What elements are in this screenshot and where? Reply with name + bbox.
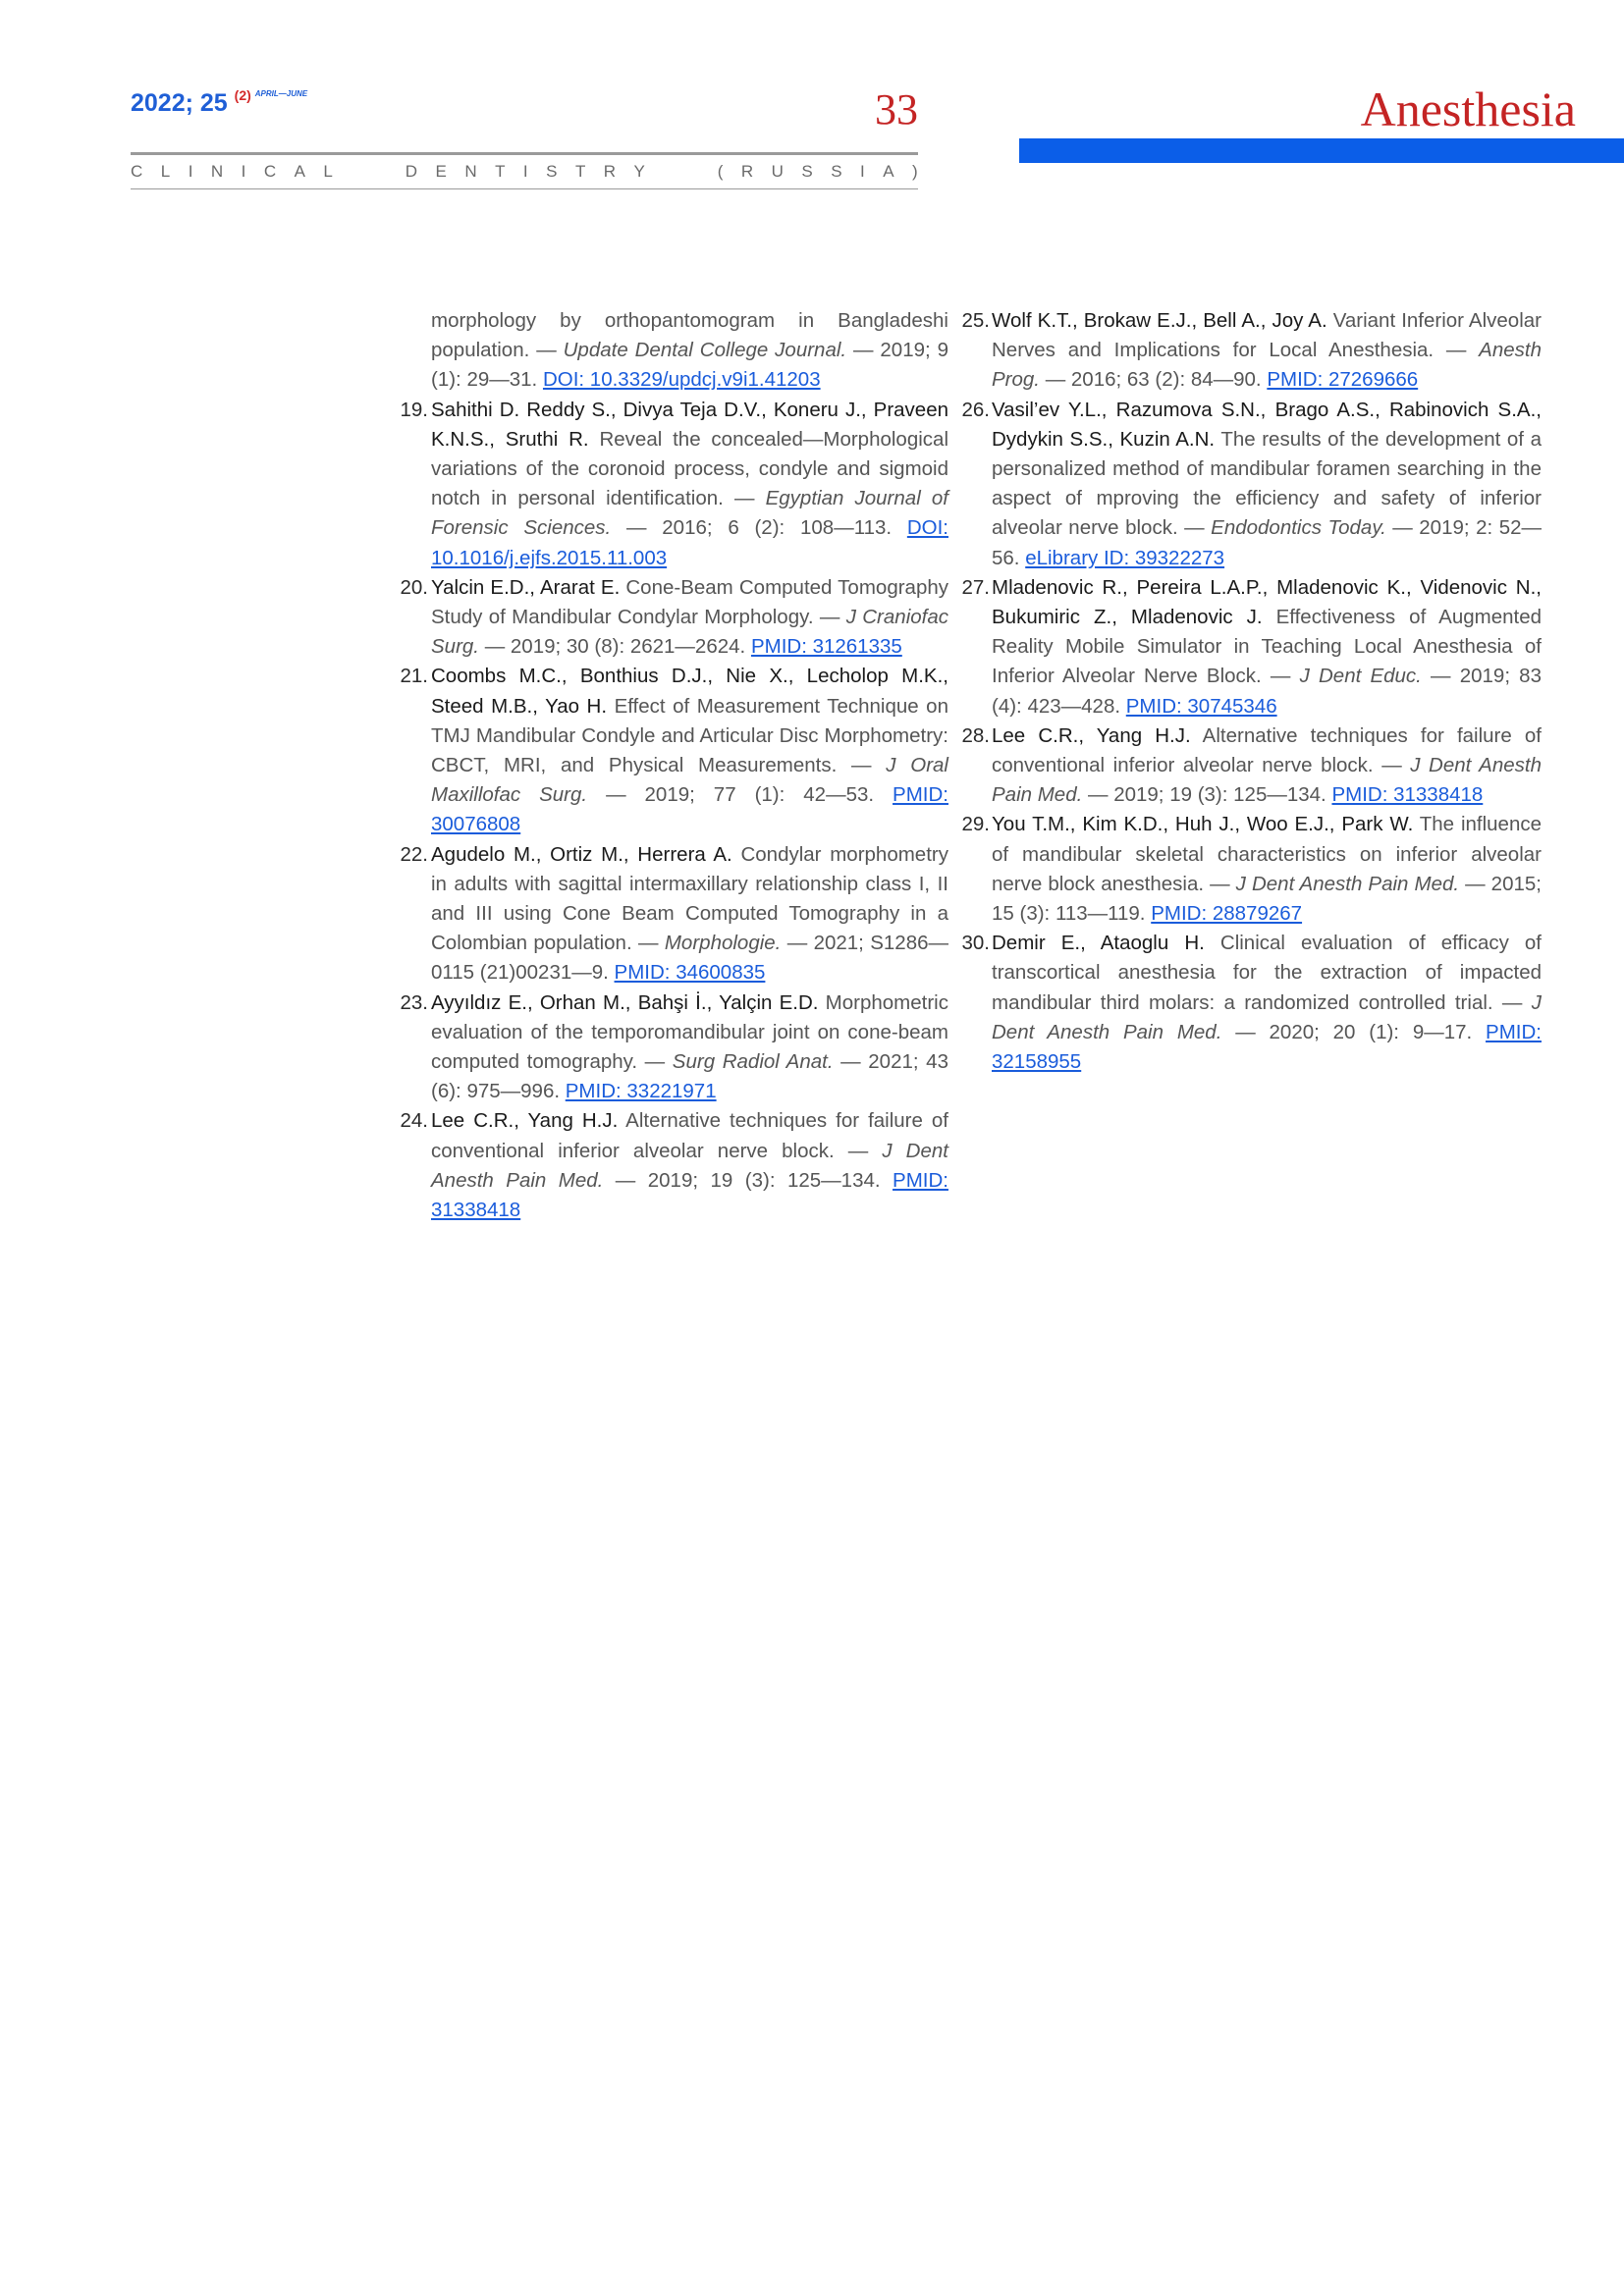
reference-journal: J Oral Maxillofac Surg. [431,754,948,807]
reference-number: 20. [400,575,428,599]
reference-journal: J Dent Anesth Pain Med. [1235,872,1460,895]
reference-link[interactable]: PMID: 31261335 [750,635,902,659]
section-accent-bar [1019,138,1624,163]
reference-details: — 2019; 19 (3): 125—134. [1082,783,1332,807]
references-right-column [961,306,1543,1077]
reference-journal: J Craniofac Surg. [431,606,948,659]
journal-letter: C [131,162,143,181]
left-reference-list [400,396,949,1226]
reference-item [400,840,949,988]
reference-title: Morphometric evaluation of the temporomandibular joint on cone-beam computed tomography. — [431,990,948,1074]
issue-number: (2) [234,87,251,103]
journal-letter: A [294,162,305,181]
reference-title: Variant Inferior Alveolar Nerves and Implications for Local Anesthesia. — [992,309,1542,362]
header-rule-top [131,152,918,155]
journal-letter: S [831,162,842,181]
reference-authors: Coombs M.C., Bonthius D.J., Nie X., Lecholop M.K., Steed M.B., Yao H. [431,665,948,718]
reference-title: Reveal the concealed—Morphological variations of the coronoid process, condyle and sigmoid notch in personal identification. — [431,427,948,510]
journal-letter: S [546,162,558,181]
header-rule-bottom [131,188,918,189]
reference-link[interactable]: eLibrary ID: 39322273 [1025,546,1225,569]
reference-link[interactable]: PMID: 30745346 [1125,694,1277,718]
references-left-column [400,306,949,1225]
reference-details: — 2019; 77 (1): 42—53. [587,783,893,807]
journal-letter: R [603,162,617,181]
reference-item [400,988,948,1107]
journal-letter: N [210,162,224,181]
reference-item [961,929,1542,1077]
reference-title: Effect of Measurement Technique on TMJ Mandibular Condyle and Articular Disc Morphometry: CBCT, MRI, and Physical Measurements. — [431,694,948,777]
issue-label [131,89,307,118]
reference-authors: Mladenovic R., Pereira L.A.P., Mladenovic K., Videnovic N., Bukumiric Z., Mladenovic J. [992,575,1542,629]
reference-journal: J Dent Anesth Pain Med. [992,754,1542,807]
reference-title: Effectiveness of Augmented Reality Mobile Simulator in Teaching Local Anesthesia of Inferior Alveolar Nerve Block. — [992,606,1543,688]
reference-authors: Agudelo M., Ortiz M., Herrera A. [431,842,732,866]
reference-link[interactable]: PMID: 33221971 [565,1080,717,1103]
reference-title: The influence of mandibular skeletal characteristics on inferior alveolar nerve block anesthesia. — [992,813,1542,895]
journal-letter: A [883,162,894,181]
journal-letter: I [241,162,246,181]
reference-number: 30. [961,932,990,955]
reference-link[interactable]: DOI: 10.1016/j.ejfs.2015.11.003 [431,516,948,569]
reference-item [961,721,1542,811]
journal-letter: N [464,162,477,181]
section-title: Anesthesia [1360,81,1576,136]
reference-title: Alternative techniques for failure of conventional inferior alveolar nerve block. — [431,1109,948,1162]
reference-text: morphology by orthopantomogram in Bangladeshi population. — [431,309,948,362]
journal-letter: I [860,162,865,181]
reference-journal: Anesth Prog. [992,339,1542,392]
reference-journal: Update Dental College Journal. [563,339,847,362]
reference-link[interactable]: PMID: 31338418 [1331,783,1484,807]
reference-link[interactable]: PMID: 31338418 [431,1168,948,1222]
reference-item [400,662,948,839]
reference-journal: Endodontics Today. [1211,516,1386,540]
reference-number: 26. [961,398,990,421]
reference-details: — 2015; 15 (3): 113—119. [992,872,1542,926]
reference-title: The results of the development of a personalized method of mandibular foramen searching in the aspect of mproving the efficiency and safety of inferior alveolar nerve block. — [992,427,1542,540]
reference-number: 24. [400,1109,428,1133]
issue-months: APRIL—JUNE [254,89,308,98]
reference-authors: Lee C.R., Yang H.J. [431,1109,619,1133]
reference-item [961,573,1543,721]
reference-journal: Morphologie. [664,932,782,955]
journal-letter: ) [912,162,918,181]
reference-number: 21. [400,665,428,688]
reference-details: — 2019; 19 (3): 125—134. [603,1168,893,1192]
reference-authors: Yalcin E.D., Ararat E. [431,575,621,599]
journal-letter: I [188,162,193,181]
reference-details: — 2019; 2: 52—56. [992,516,1542,569]
reference-authors: You T.M., Kim K.D., Huh J., Woo E.J., Park W. [992,813,1414,836]
reference-number: 25. [961,309,990,332]
reference-title: Clinical evaluation of efficacy of transcortical anesthesia for the extraction of impacted mandibular third molars: a randomized controlled trial. — [992,932,1542,1014]
journal-letter: S [801,162,813,181]
reference-authors: Sahithi D. Reddy S., Divya Teja D.V., Koneru J., Praveen K.N.S., Sruthi R. [431,398,948,451]
reference-details: — 2021; S1286—0115 (21)00231—9. [431,932,949,985]
reference-journal: J Dent Educ. [1299,665,1422,688]
reference-title: Alternative techniques for failure of conventional inferior alveolar nerve block. — [992,723,1542,777]
journal-letter: Y [633,162,645,181]
reference-details: — 2019; 83 (4): 423—428. [992,665,1542,718]
reference-number: 23. [400,990,428,1014]
reference-link[interactable]: PMID: 32158955 [992,1020,1542,1074]
reference-item [961,306,1542,396]
reference-number: 19. [400,398,428,421]
journal-letter: D [405,162,418,181]
reference-authors: Wolf K.T., Brokaw E.J., Bell A., Joy A. [992,309,1327,332]
reference-item [961,810,1542,929]
reference-title: Condylar morphometry in adults with sagittal intermaxillary relationship class I, II and III using Cone Beam Computed Tomography in a Colombian population. — [431,842,948,955]
reference-journal: Surg Radiol Anat. [672,1050,834,1074]
issue-year-volume: 2022; 25 [131,89,228,117]
reference-number: 29. [961,813,990,836]
reference-number: 28. [961,723,990,747]
reference-title: Cone-Beam Computed Tomography Study of Mandibular Condylar Morphology. — [431,575,948,629]
reference-continuation [431,306,948,396]
journal-letter: L [160,162,171,181]
reference-link[interactable]: DOI: 10.3329/updcj.v9i1.41203 [542,368,821,392]
reference-authors: Ayyıldız E., Orhan M., Bahşi İ., Yalçin E.D. [431,990,819,1014]
reference-authors: Vasil’ev Y.L., Razumova S.N., Brago A.S., Rabinovich S.A., Dydykin S.S., Kuzin A.N. [992,398,1542,451]
reference-number: 27. [961,575,990,599]
reference-link[interactable]: PMID: 28879267 [1151,902,1303,926]
reference-details: — 2019; 30 (8): 2621—2624. [479,635,751,659]
journal-letter: I [522,162,528,181]
reference-item [400,1106,948,1225]
reference-link[interactable]: PMID: 30076808 [431,783,948,836]
reference-authors: Lee C.R., Yang H.J. [992,723,1191,747]
reference-journal: J Dent Anesth Pain Med. [431,1139,948,1192]
reference-link[interactable]: PMID: 34600835 [614,961,766,985]
reference-details: — 2016; 63 (2): 84—90. [1040,368,1268,392]
reference-details: — 2019; 9 (1): 29—31. [431,339,948,392]
journal-letter: E [435,162,447,181]
journal-letter: T [495,162,506,181]
journal-name [131,160,918,184]
journal-letter: C [263,162,277,181]
right-reference-list [961,306,1543,1077]
reference-item [961,396,1542,573]
reference-details: — 2016; 6 (2): 108—113. [611,516,907,540]
reference-authors: Demir E., Ataoglu H. [992,932,1205,955]
reference-journal: Egyptian Journal of Forensic Sciences. [431,487,948,540]
journal-letter: ( [717,162,724,181]
reference-link[interactable]: PMID: 27269666 [1267,368,1419,392]
reference-item [400,396,948,573]
reference-details: — 2021; 43 (6): 975—996. [431,1050,948,1103]
reference-item [400,573,948,663]
journal-letter: U [771,162,784,181]
journal-letter: L [323,162,333,181]
reference-number: 22. [400,842,428,866]
reference-details: — 2020; 20 (1): 9—17. [1221,1020,1487,1043]
reference-journal: J Dent Anesth Pain Med. [992,990,1542,1043]
journal-letter: R [740,162,754,181]
page-number: 33 [875,85,918,133]
journal-letter: T [574,162,586,181]
